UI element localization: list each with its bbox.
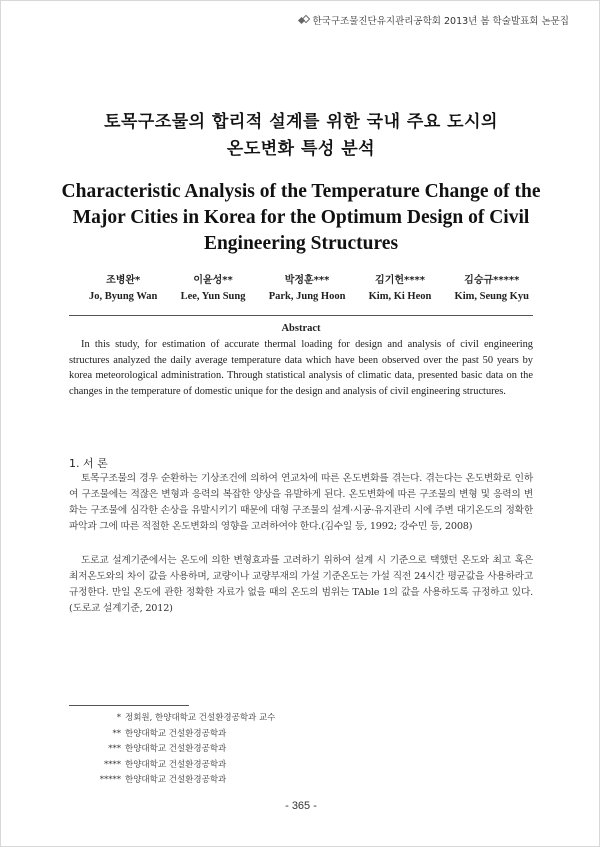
footnote-mark: *** xyxy=(108,744,121,755)
author-korean-name: 조병완* xyxy=(106,275,141,286)
footnote-mark: ***** xyxy=(99,775,121,786)
author-english-name: Jo, Byung Wan xyxy=(89,291,158,302)
author-korean-name: 박정훈*** xyxy=(284,275,330,286)
proceedings-title: 한국구조물진단유지관리공학회 2013년 봄 학술발표회 논문집 xyxy=(312,16,569,27)
footnote-text: 정회원, 한양대학교 건설환경공학과 교수 xyxy=(125,713,276,723)
abstract-divider xyxy=(69,315,533,316)
author-english-name: Kim, Seung Kyu xyxy=(454,291,529,302)
footnote xyxy=(69,727,275,743)
author xyxy=(181,273,246,305)
footnote xyxy=(69,742,275,758)
abstract-heading: Abstract xyxy=(281,323,321,334)
footnote xyxy=(69,758,275,774)
footnote xyxy=(69,711,275,727)
body-paragraph: 토목구조물의 경우 순환하는 기상조건에 의하여 연교차에 따른 온도변화를 겪는다. 겪는다는 온도변화로 인하여 구조물에는 적잖은 변형과 응력의 복잡한 양상을 유발하게 된다. 온도변화에 따른 구조물의 변형 및 응력의 변화는 구조물에 심각한 손상을 유발시키기 때문에 대형 구조물의 설계·시공·유지관리 시에 주변 대기온도의 정확한 파악과 그에 따른 적절한 온도변화의 영향을 고려하여야 한다.(김수일 등, 1992; 강수민 등, 2008) xyxy=(69,473,533,532)
footnote-mark: ** xyxy=(112,728,121,739)
author-english-name: Kim, Ki Heon xyxy=(368,291,432,302)
footnote-rule xyxy=(69,705,189,706)
author xyxy=(369,273,432,305)
english-title-line: Engineering Structures xyxy=(203,233,399,254)
author xyxy=(455,273,529,305)
abstract-text: In this study, for estimation of accurate thermal loading for design and analysis of civil engineering structures analyzed the daily average temperature data which have been observed over the past 50 years by korea meteorological administration. Through statistical analysis of climatic data, presented basic data on the changes in the temperature of domestic unique for the design and analysis of civil engineering structures. xyxy=(69,339,533,397)
english-title xyxy=(1,179,600,257)
footnote-text: 한양대학교 건설환경공학과 xyxy=(125,744,227,755)
footnote xyxy=(69,773,275,789)
author-korean-name: 김승규***** xyxy=(464,275,520,286)
author-list xyxy=(89,273,529,305)
korean-title-line: 토목구조물의 합리적 설계를 위한 국내 주요 도시의 xyxy=(104,112,498,132)
author xyxy=(269,273,346,305)
korean-title-line: 온도변화 특성 분석 xyxy=(226,139,376,159)
section-heading-introduction: 1. 서 론 xyxy=(69,457,108,470)
korean-title xyxy=(1,109,600,163)
diamond-logo-icon xyxy=(299,16,308,25)
author-korean-name: 이윤성** xyxy=(193,275,233,286)
running-header xyxy=(299,13,569,27)
page-number: - 365 - xyxy=(285,800,317,812)
footnote-mark: * xyxy=(116,713,121,723)
footnote-list xyxy=(69,711,275,789)
author xyxy=(89,273,157,305)
author-english-name: Park, Jung Hoon xyxy=(268,291,346,302)
footnote-text: 한양대학교 건설환경공학과 xyxy=(125,759,227,770)
author-korean-name: 김기헌**** xyxy=(375,275,425,286)
english-title-line: Major Cities in Korea for the Optimum Design of Civil xyxy=(72,207,530,228)
author-english-name: Lee, Yun Sung xyxy=(180,291,246,302)
english-title-line: Characteristic Analysis of the Temperature Change of the xyxy=(61,181,541,202)
body-paragraph: 도로교 설계기준에서는 온도에 의한 변형효과를 고려하기 위하여 설계 시 기준으로 택했던 온도와 최고 혹은 최저온도와의 차이 값을 사용하며, 교량이나 교량부재의 가설 기준온도는 가설 직전 24시간 평균값을 사용하라고 규정한다. 만일 온도에 관한 정확한 자료가 없을 때의 온도의 범위는 TAble 1의 값을 사용하도록 규정하고 있다.(도로교 설계기준, 2012) xyxy=(69,555,533,614)
footnote-text: 한양대학교 건설환경공학과 xyxy=(125,728,227,739)
footnote-text: 한양대학교 건설환경공학과 xyxy=(125,775,227,786)
footnote-mark: **** xyxy=(104,759,121,770)
